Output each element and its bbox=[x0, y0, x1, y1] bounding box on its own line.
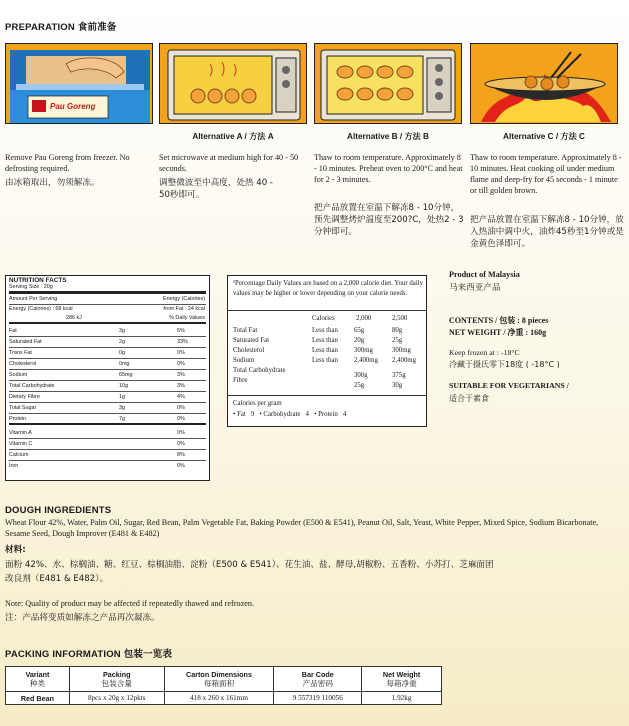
header-packing: Packing 包装含量 bbox=[69, 667, 164, 692]
dv-row-a: 300g bbox=[354, 372, 368, 379]
nutrient-row: Total Carbohydrate 10g 3% bbox=[9, 381, 206, 392]
freezer-illustration bbox=[5, 43, 153, 124]
step-1-text-en: Remove Pau Goreng from freezer. No defrosting required. bbox=[5, 153, 130, 173]
col-2500-header: 2,500 bbox=[392, 315, 408, 322]
step-1-text-cn: 由冰箱取出，勿须解冻。 bbox=[5, 178, 100, 188]
dv-row-b: 2,400mg bbox=[392, 357, 416, 364]
nutrient-row: Fat 3g 5% bbox=[9, 326, 206, 337]
cell-bar-code: 9 557319 110056 bbox=[274, 692, 362, 705]
header-bar-code: Bar Code 产品密码 bbox=[274, 667, 362, 692]
energy-calories-header: Energy (Calories) bbox=[163, 296, 205, 302]
dough-ingredients-en: Wheat Flour 42%, Water, Palm Oil, Sugar, Red Bean, Palm Vegetable Fat, Baking Powder (E500 & E541), Peanut Oil, Salt, Yeast, White Pepper, Mixed Spice, Sodium Bicarbonate, Sesame Seed, Dough Improver (E481 & E482) bbox=[5, 518, 599, 538]
origin-cn: 马来西亚产品 bbox=[449, 283, 501, 293]
calories-per-gram-label: Calories per gram bbox=[233, 400, 282, 407]
nutrient-row: Calcium 8% bbox=[9, 450, 206, 461]
dv-row-a: 300mg bbox=[354, 347, 373, 354]
serving-size: Serving Size : 20g bbox=[9, 284, 53, 290]
nutrient-row: Vitamin A 0% bbox=[9, 428, 206, 439]
microwave-illustration bbox=[159, 43, 307, 124]
daily-values-panel bbox=[227, 275, 427, 427]
table-row bbox=[6, 692, 442, 705]
header-variant: Variant 种类 bbox=[6, 667, 70, 692]
dv-row-a: 20g bbox=[354, 337, 365, 344]
divider bbox=[9, 291, 206, 294]
alternative-c-label: Alternative C / 方法 C bbox=[503, 132, 585, 141]
alternative-b-label: Alternative B / 方法 B bbox=[347, 132, 429, 141]
divider bbox=[228, 395, 426, 396]
dv-row-a: 2,400mg bbox=[354, 357, 378, 364]
dv-row-name: Sodium bbox=[233, 357, 255, 364]
preparation-title: PREPARATION 食前准备 bbox=[5, 22, 117, 33]
header-net-weight: Net Weight 每箱净重 bbox=[362, 667, 442, 692]
dv-row-cond: Less than bbox=[312, 357, 338, 364]
amount-per-serving: Amount Per Serving bbox=[9, 296, 58, 302]
dough-ingredients-title: DOUGH INGREDIENTS bbox=[5, 505, 112, 516]
step-a-text-cn: 调整微波至中高度，处热 40 - 50秒即可。 bbox=[159, 178, 274, 200]
packing-table bbox=[5, 666, 442, 705]
packing-info-title: PACKING INFORMATION 包装一览表 bbox=[5, 649, 173, 660]
dv-row-name: Total Fat bbox=[233, 327, 258, 334]
dv-row-b: 375g bbox=[392, 372, 406, 379]
dv-row-a: 25g bbox=[354, 382, 365, 389]
dv-row-name: Saturated Fat bbox=[233, 337, 270, 344]
step-b-text-en: Thaw to room temperature. Approximately 8 - 10 minutes. Preheat oven to 200°C and heat for 2 - 3 minutes. bbox=[314, 153, 463, 184]
nutrient-row: Dietary Fibre 1g 4% bbox=[9, 392, 206, 403]
header-carton-dimensions: Carton Dimensions 每箱面积 bbox=[164, 667, 274, 692]
vegetarian-cn: 适合于素食 bbox=[449, 394, 489, 403]
cell-net-weight: 1.92kg bbox=[362, 692, 442, 705]
nutrient-row: Total Sugar 3g 0% bbox=[9, 403, 206, 414]
nutrient-row: Sodium 65mg 3% bbox=[9, 370, 206, 381]
keep-frozen-cn: 冷藏于摄氏零下18度 ( -18°C ) bbox=[449, 360, 560, 369]
nutrient-row: Trans Fat 0g 0% bbox=[9, 348, 206, 359]
wok-illustration bbox=[470, 43, 618, 124]
daily-values-header: % Daily Values bbox=[169, 315, 205, 321]
ingredients-cn-title: 材料: bbox=[5, 545, 26, 555]
keep-frozen-en: Keep frozen at : -18°C bbox=[449, 348, 520, 357]
step-c-text-en: Thaw to room temperature. Approximately 8 - 10 minutes. Heat cooking oil under medium flame and deep-fry for 45 seconds - 1 minute or till golden brown. bbox=[470, 153, 622, 195]
dv-row-b: 30g bbox=[392, 382, 403, 389]
divider bbox=[228, 310, 426, 311]
oven-illustration bbox=[314, 43, 462, 124]
step-a-text-en: Set microwave at medium high for 40 - 50 seconds. bbox=[159, 153, 299, 173]
dv-row-cond: Less than bbox=[312, 337, 338, 344]
divider bbox=[9, 304, 206, 305]
net-weight: NET WEIGHT / 净重 : 160g bbox=[449, 328, 547, 337]
origin-en: Product of Malaysia bbox=[449, 270, 520, 279]
nutrition-title: NUTRITION FACTS bbox=[9, 277, 67, 284]
nutrient-row: Saturated Fat 2g 33% bbox=[9, 337, 206, 348]
nutrient-row: Protein 7g 0% bbox=[9, 414, 206, 425]
calories-per-gram-values: • Fat 9 • Carbohydrate 4 • Protein 4 bbox=[233, 411, 347, 418]
nutrient-row: Vitamin C 0% bbox=[9, 439, 206, 450]
dv-row-b: 300mg bbox=[392, 347, 411, 354]
divider bbox=[9, 322, 206, 324]
dv-row-name: Fibre bbox=[233, 377, 248, 384]
product-bag-label: Pau Goreng bbox=[50, 102, 96, 111]
nutrition-facts-panel bbox=[5, 275, 210, 481]
alternative-a-label: Alternative A / 方法 A bbox=[192, 132, 274, 141]
vegetarian-en: SUITABLE FOR VEGETARIANS / bbox=[449, 381, 569, 390]
nutrient-row: Cholesterol 0mg 0% bbox=[9, 359, 206, 370]
col-2000-header: 2,000 bbox=[356, 315, 372, 322]
contents: CONTENTS / 包装 : 8 pieces bbox=[449, 316, 549, 325]
cell-packing: 8pcs x 20g x 12pkts bbox=[69, 692, 164, 705]
dv-row-cond: Less than bbox=[312, 327, 338, 334]
dv-row-cond: Less than bbox=[312, 347, 338, 354]
daily-values-note: ¹Percentage Daily Values are based on a 2,000 calorie diet. Your daily values may be higher or lower depending on your calorie needs. bbox=[233, 280, 423, 297]
dv-row-b: 80g bbox=[392, 327, 403, 334]
note-en: Note: Quality of product may be affected if repeatedly thawed and refrozen. bbox=[5, 599, 255, 608]
dv-row-name: Total Carbohydrate bbox=[233, 367, 286, 374]
dv-row-name: Cholesterol bbox=[233, 347, 265, 354]
energy-kcal: Energy (Calories) : 68 kcal bbox=[9, 306, 73, 312]
step-b-text-cn: 把产品放置在室温下解冻8 - 10分钟，预先调整烤炉温度至200?C，处热2 - 3分钟即可。 bbox=[314, 203, 464, 237]
note-cn: 注：产品将变质如解冻之产品再次凝冻。 bbox=[5, 613, 160, 623]
dough-ingredients-cn: 面粉 42%、水、棕榈油、糖、红豆、棕榈油脂、淀粉（E500 & E541）、花生油、盐、酵母,胡椒粉、五香粉、小苏打、芝麻面团改良剂（E481 & E482）。 bbox=[5, 560, 494, 584]
nutrient-row: Iron 0% bbox=[9, 463, 185, 469]
cell-variant: Red Bean bbox=[6, 692, 70, 705]
dv-row-a: 65g bbox=[354, 327, 365, 334]
calories-header: Calories bbox=[312, 315, 335, 322]
cell-carton-dimensions: 418 x 260 x 161mm bbox=[164, 692, 274, 705]
dv-row-b: 25g bbox=[392, 337, 403, 344]
energy-kj: 286 kJ bbox=[66, 315, 82, 321]
step-c-text-cn: 把产品放置在室温下解冻8 - 10分钟，放入热油中调中火，油炸45秒至1分钟或是金黄色泽即可。 bbox=[470, 215, 624, 249]
energy-from-fat: from Fat : 24 kcal bbox=[163, 306, 205, 312]
